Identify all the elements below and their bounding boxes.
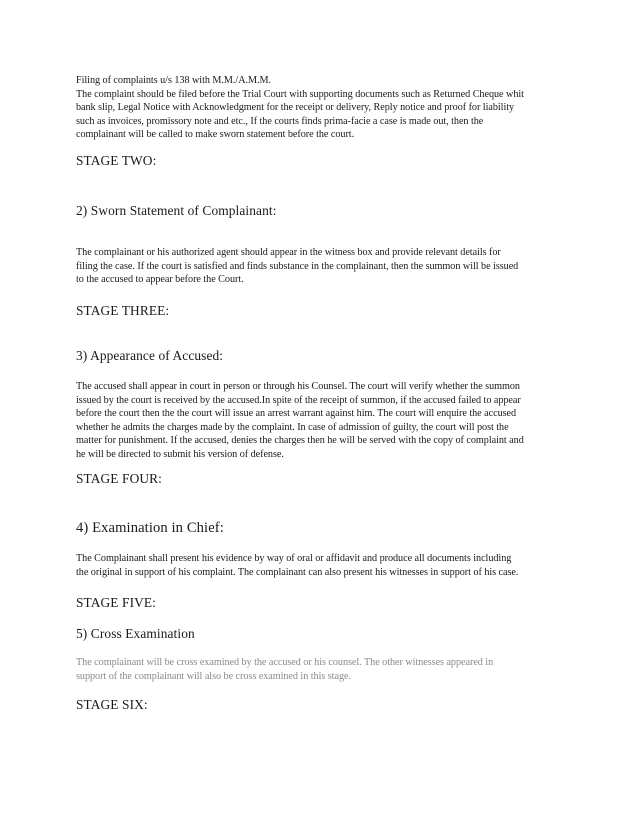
stage-two-section-title: 2) Sworn Statement of Complainant: <box>76 203 277 218</box>
intro-line: The complaint should be filed before the Trial Court with supporting documents such as Returned Cheque whit <box>76 88 524 100</box>
intro-line: complainant will be called to make sworn statement before the court. <box>76 129 355 140</box>
stage-three-section-title: 3) Appearance of Accused: <box>76 348 224 363</box>
intro-title-line: Filing of complaints u/s 138 with M.M./A.M.M. <box>76 75 272 86</box>
stage-two-paragraph <box>76 246 566 287</box>
stage-three-line: issued by the court is received by the accused.In spite of the receipt of summon, if the accused failed to appear <box>76 394 521 406</box>
stage-five-paragraph <box>76 656 566 683</box>
intro-line: such as invoices, promissory note and etc., If the courts finds prima-facie a case is made out, then the <box>76 115 484 127</box>
stage-three-paragraph <box>76 380 566 461</box>
stage-three-line: matter for punishment. If the accused, denies the charges then he will be served with the copy of complaint and <box>76 435 524 446</box>
stage-two-line: filing the case. If the court is satisfied and finds substance in the complainant, then the summon will be issued <box>76 260 519 272</box>
intro-line: bank slip, Legal Notice with Acknowledgment for the receipt or delivery, Reply notice and proof for liability <box>76 102 515 113</box>
stage-two-label: STAGE TWO: <box>76 153 157 168</box>
stage-five-section-title: 5) Cross Examination <box>76 626 195 641</box>
stage-five-line: The complainant will be cross examined by the accused or his counsel. The other witnesses appeared in <box>76 657 494 668</box>
stage-two-line: The complainant or his authorized agent should appear in the witness box and provide relevant details for <box>76 247 501 258</box>
stage-three-line: he will be directed to submit his version of defense. <box>76 448 284 460</box>
stage-three-line: The accused shall appear in court in person or through his Counsel. The court will verify whether the summon <box>76 381 520 392</box>
stage-four-section-title: 4) Examination in Chief: <box>76 520 224 536</box>
stage-three-line: before the court then the the court will issue an arrest warrant against him. The court will enquire the accused <box>76 408 517 419</box>
stage-six-label: STAGE SIX: <box>76 697 148 712</box>
intro-paragraph <box>76 74 566 142</box>
stage-four-line: The Complainant shall present his evidence by way of oral or affidavit and produce all documents including <box>76 553 512 564</box>
stage-five-label: STAGE FIVE: <box>76 595 156 610</box>
stage-four-line: the original in support of his complaint. The complainant can also present his witnesses in support of his case. <box>76 566 519 578</box>
stage-three-label: STAGE THREE: <box>76 303 170 318</box>
stage-four-label: STAGE FOUR: <box>76 471 162 486</box>
stage-five-line: support of the complainant will also be cross examined in this stage. <box>76 670 351 682</box>
stage-four-paragraph <box>76 552 566 579</box>
stage-three-line: whether he admits the charges made by the complaint. In case of admission of guilty, the court will post the <box>76 421 509 433</box>
stage-two-line: to the accused to appear before the Court. <box>76 274 244 285</box>
